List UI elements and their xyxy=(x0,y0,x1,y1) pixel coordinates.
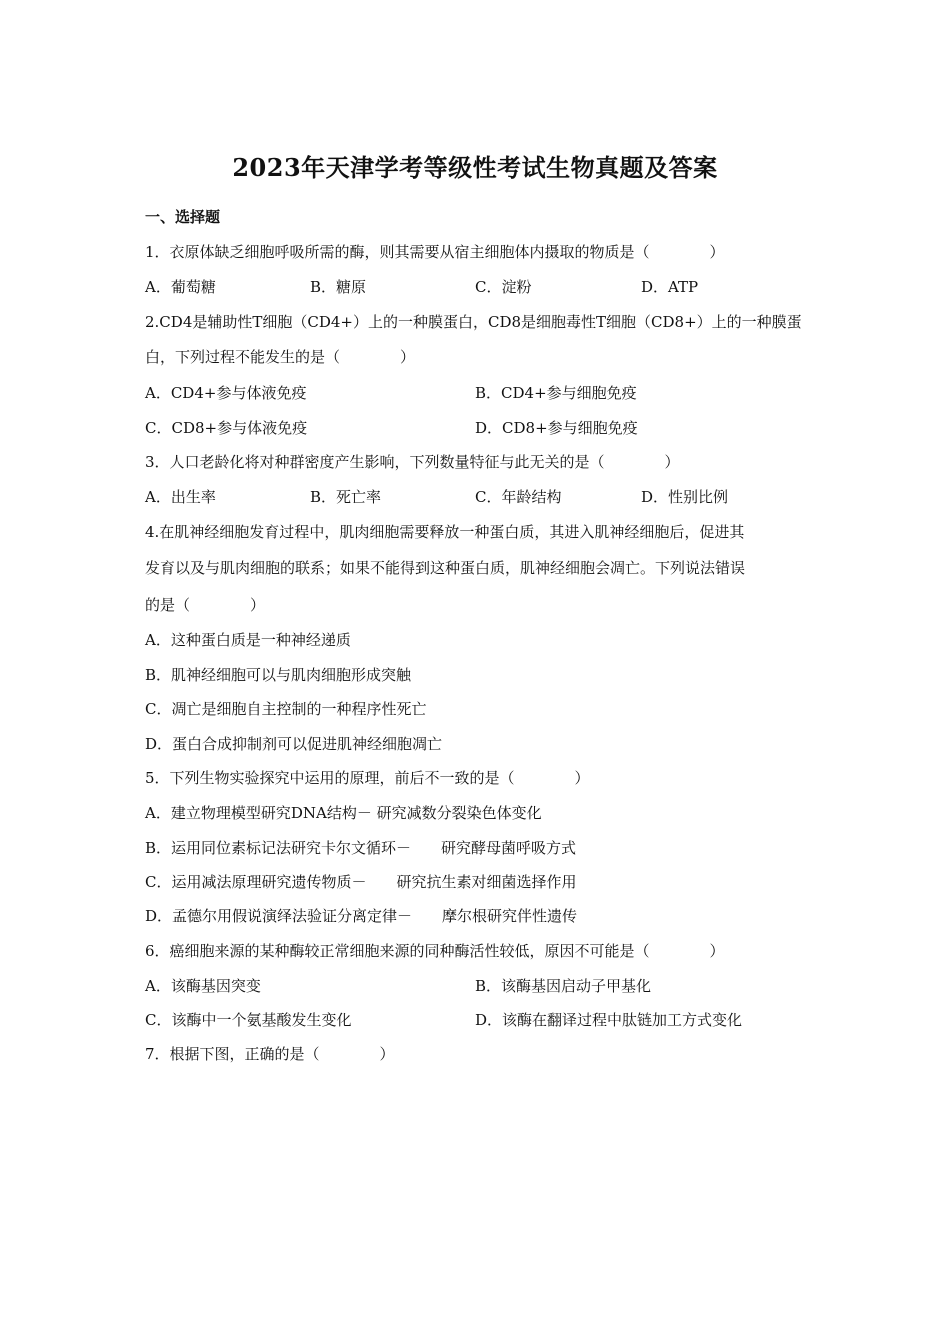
question-6-option-a: A．该酶基因突变 xyxy=(145,977,261,995)
question-5-option-d: D．孟德尔用假说演绎法验证分离定律－ 摩尔根研究伴性遗传 xyxy=(145,907,578,925)
question-5-option-c: C．运用减法原理研究遗传物质－ 研究抗生素对细菌选择作用 xyxy=(145,873,577,891)
question-3-option-d: D．性别比例 xyxy=(641,488,729,506)
question-5-option-b: B．运用同位素标记法研究卡尔文循环－ 研究酵母菌呼吸方式 xyxy=(145,839,577,857)
question-1-stem: 1．衣原体缺乏细胞呼吸所需的酶，则其需要从宿主细胞体内摄取的物质是（ ） xyxy=(145,243,725,261)
question-2-option-b: B．CD4+参与细胞免疫 xyxy=(475,384,637,402)
question-4-option-d: D．蛋白合成抑制剂可以促进肌神经细胞凋亡 xyxy=(145,735,443,753)
question-5-stem: 5．下列生物实验探究中运用的原理，前后不一致的是（ ） xyxy=(145,769,590,787)
question-2-stem-line-1: 2.CD4是辅助性T细胞（CD4+）上的一种膜蛋白，CD8是细胞毒性T细胞（CD8+）上的一种膜蛋 xyxy=(145,313,802,331)
section-heading: 一、选择题 xyxy=(145,208,221,226)
question-1-option-a: A．葡萄糖 xyxy=(145,278,216,296)
question-2-option-c: C．CD8+参与体液免疫 xyxy=(145,419,308,437)
question-4-stem-line-3: 的是（ ） xyxy=(145,596,266,614)
question-1-option-d: D．ATP xyxy=(641,278,699,296)
question-4-option-b: B．肌神经细胞可以与肌肉细胞形成突触 xyxy=(145,666,412,684)
page-title: 2023年天津学考等级性考试生物真题及答案 xyxy=(232,153,718,182)
question-6-option-b: B．该酶基因启动子甲基化 xyxy=(475,977,652,995)
question-2-option-a: A．CD4+参与体液免疫 xyxy=(145,384,307,402)
question-6-stem: 6．癌细胞来源的某种酶较正常细胞来源的同种酶活性较低，原因不可能是（ ） xyxy=(145,942,725,960)
question-7-stem: 7．根据下图，正确的是（ ） xyxy=(145,1045,395,1063)
question-5-option-a: A．建立物理模型研究DNA结构－ 研究减数分裂染色体变化 xyxy=(145,804,542,822)
question-3-option-c: C．年龄结构 xyxy=(475,488,562,506)
question-3-option-a: A．出生率 xyxy=(145,488,216,506)
question-4-stem-line-2: 发育以及与肌肉细胞的联系；如果不能得到这种蛋白质，肌神经细胞会凋亡。下列说法错误 xyxy=(145,559,746,577)
question-1-option-b: B．糖原 xyxy=(310,278,367,296)
question-6-option-c: C．该酶中一个氨基酸发生变化 xyxy=(145,1011,352,1029)
question-4-option-a: A．这种蛋白质是一种神经递质 xyxy=(145,631,351,649)
question-2-option-d: D．CD8+参与细胞免疫 xyxy=(475,419,638,437)
question-2-stem-line-2: 白，下列过程不能发生的是（ ） xyxy=(145,348,416,366)
question-4-option-c: C．凋亡是细胞自主控制的一种程序性死亡 xyxy=(145,700,427,718)
question-3-option-b: B．死亡率 xyxy=(310,488,382,506)
question-1-option-c: C．淀粉 xyxy=(475,278,532,296)
question-4-stem-line-1: 4.在肌神经细胞发育过程中，肌肉细胞需要释放一种蛋白质，其进入肌神经细胞后，促进其 xyxy=(145,523,745,541)
question-6-option-d: D．该酶在翻译过程中肽链加工方式变化 xyxy=(475,1011,743,1029)
question-3-stem: 3．人口老龄化将对种群密度产生影响，下列数量特征与此无关的是（ ） xyxy=(145,453,680,471)
